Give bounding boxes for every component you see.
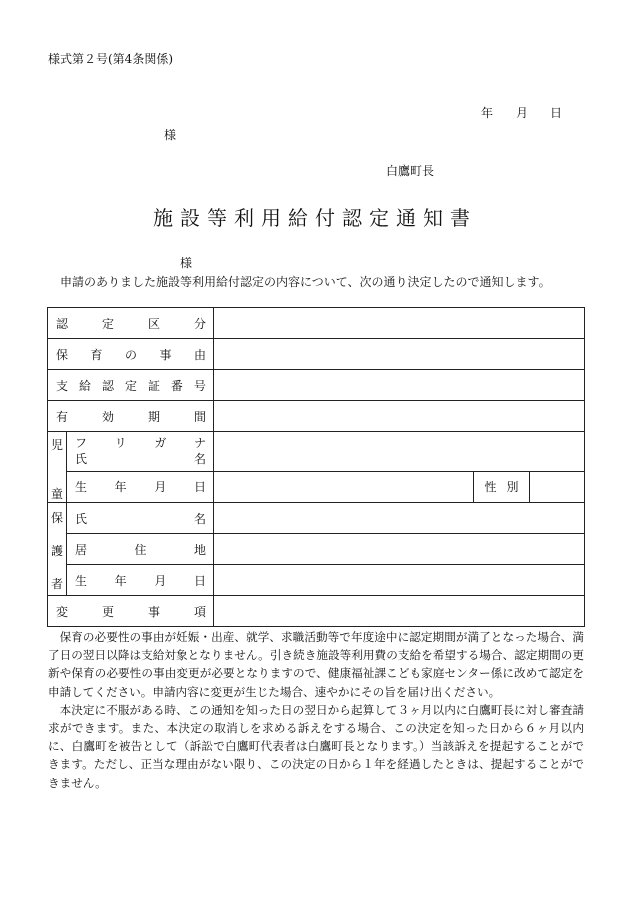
value-certification-class[interactable] bbox=[214, 308, 585, 339]
row-address bbox=[48, 534, 585, 565]
value-guardian-name[interactable] bbox=[214, 503, 585, 534]
label-certificate-number: 支 給 認 定 証 番 号 bbox=[56, 378, 206, 393]
row-validity-period bbox=[48, 401, 585, 432]
value-child-birth-date[interactable] bbox=[214, 471, 474, 502]
label-guardian-name: 氏 名 bbox=[75, 511, 206, 526]
value-certificate-number[interactable] bbox=[214, 370, 585, 401]
certification-table bbox=[47, 307, 585, 627]
row-child-name bbox=[48, 432, 585, 472]
issuer-name: 白鷹町長 bbox=[386, 164, 435, 178]
note-paragraph: 本決定に不服がある時、この通知を知った日の翌日から起算して３ヶ月以内に白鷹町長に対し審査請求ができます。また、本決定の取消しを求める訴えをする場合、この決定を知った日から６ヶ月以内に、白鷹町を被告として（訴訟で白鷹町代表者は白鷹町長となります。）当該訴えを提起することができます。ただし、正当な理由がない限り、この決定の日から１年を経過したときは、提起することができません。 bbox=[48, 702, 584, 790]
notes-section bbox=[48, 628, 584, 792]
label-changes: 変 更 事 項 bbox=[56, 604, 206, 619]
label-certification-class: 認 定 区 分 bbox=[56, 316, 206, 331]
intro-text: 申請のありました施設等利用給付認定の内容について、次の通り決定したので通知します。 bbox=[60, 275, 551, 289]
label-reason-for-care: 保 育 の 事 由 bbox=[56, 347, 206, 362]
date-day-label: 日 bbox=[550, 106, 563, 120]
row-guardian-name bbox=[48, 503, 585, 534]
label-validity-period: 有 効 期 間 bbox=[56, 409, 206, 424]
label-gender: 性 別 bbox=[484, 480, 519, 495]
value-changes[interactable] bbox=[214, 596, 585, 627]
child-group-label: 児 童 bbox=[48, 432, 67, 503]
row-child-birth-date bbox=[48, 471, 585, 502]
guardian-group-label: 保 護 者 bbox=[48, 503, 67, 596]
row-certificate-number bbox=[48, 370, 585, 401]
value-address[interactable] bbox=[214, 534, 585, 565]
label-guardian-birth-date: 生 年 月 日 bbox=[75, 573, 206, 588]
value-guardian-birth-date[interactable] bbox=[214, 565, 585, 596]
label-child-birth-date: 生 年 月 日 bbox=[75, 480, 206, 495]
row-certification-class bbox=[48, 308, 585, 339]
label-child-name: 氏 名 bbox=[75, 452, 206, 467]
date-month-label: 月 bbox=[516, 106, 529, 120]
value-child-name[interactable] bbox=[214, 432, 585, 472]
note-paragraph: 保育の必要性の事由が妊娠・出産、就学、求職活動等で年度途中に認定期間が満了となった場合、満了日の翌日以降は支給対象となりません。引き続き施設等利用費の支給を希望する場合、認定期間の更新や保育の必要性の事由変更が必要となりますので、健康福祉課こども家庭センター係に改めて認定を申請してください。申請内容に変更が生じた場合、速やかにその旨を届け出ください。 bbox=[48, 630, 584, 699]
recipient-suffix-top: 様 bbox=[164, 128, 177, 142]
row-reason-for-care bbox=[48, 339, 585, 370]
form-number: 様式第２号(第4条関係) bbox=[48, 52, 173, 66]
date-year-label: 年 bbox=[481, 106, 494, 120]
value-reason-for-care[interactable] bbox=[214, 339, 585, 370]
row-guardian-birth-date bbox=[48, 565, 585, 596]
value-validity-period[interactable] bbox=[214, 401, 585, 432]
recipient-suffix: 様 bbox=[180, 256, 193, 270]
value-gender[interactable] bbox=[530, 471, 585, 502]
label-furigana: フ リ ガ ナ bbox=[75, 436, 206, 451]
document-title: 施設等利用給付認定通知書 bbox=[153, 206, 477, 230]
label-address: 居 住 地 bbox=[75, 542, 206, 557]
row-changes bbox=[48, 596, 585, 627]
